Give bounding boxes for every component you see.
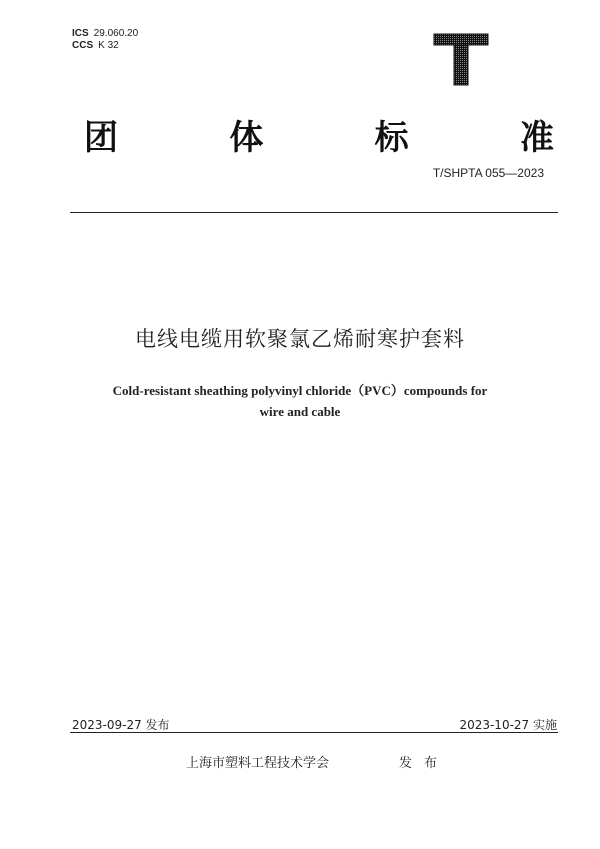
classification-codes bbox=[72, 28, 138, 52]
ics-label: ICS bbox=[72, 28, 89, 39]
ics-value: 29.060.20 bbox=[93, 28, 139, 39]
ics-code bbox=[72, 28, 138, 40]
ccs-value: K 32 bbox=[98, 40, 119, 51]
title-english-line1: Cold-resistant sheathing polyvinyl chloride（PVC）compounds for bbox=[112, 383, 488, 398]
standard-t-logo bbox=[432, 30, 490, 88]
ccs-label: CCS bbox=[72, 40, 94, 51]
title-chinese: 电线电缆用软聚氯乙烯耐寒护套料 bbox=[135, 327, 465, 351]
title-english-line2: wire and cable bbox=[259, 404, 341, 419]
publish-label: 发布 bbox=[399, 756, 450, 771]
top-divider bbox=[70, 212, 558, 213]
standard-number: T/SHPTA 055—2023 bbox=[432, 166, 544, 180]
org-title-char: 准 bbox=[519, 118, 554, 158]
org-title-char: 团 bbox=[84, 118, 118, 158]
bottom-divider bbox=[70, 732, 558, 733]
org-title-char: 标 bbox=[374, 118, 409, 158]
implementation-date: 2023-10-27 实施 bbox=[459, 718, 557, 732]
title-english bbox=[60, 380, 540, 422]
issue-date: 2023-09-27 发布 bbox=[72, 718, 170, 732]
organization-standard-title bbox=[84, 118, 554, 158]
publisher-name: 上海市塑料工程技术学会 bbox=[186, 756, 330, 771]
ccs-code bbox=[72, 40, 138, 52]
org-title-char: 体 bbox=[229, 118, 264, 158]
